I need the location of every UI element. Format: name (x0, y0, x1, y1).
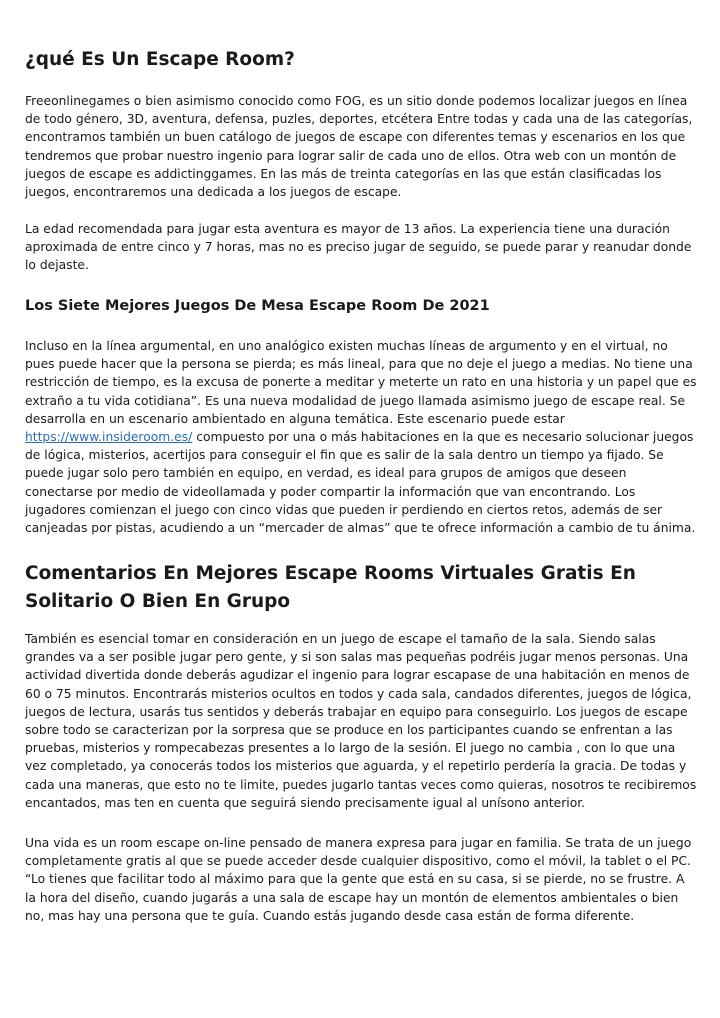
section2-paragraph-2: Una vida es un room escape on-line pensado de manera expresa para jugar en familia. Se trata de un juego completamente gratis al que se puede acceder desde cualquier dispositivo, como el móvil, la tablet o el PC. “Lo tienes que facilitar todo al máximo para que la gente que está en su casa, si se pierde, no se frustre. A la hora del diseño, cuando jugarás a una sala de escape hay un montón de elementos ambientales o bien no, mas hay una persona que te guía. Cuando estás jugando desde casa están de forma diferente. (25, 836, 692, 923)
section1-paragraph (25, 337, 697, 537)
intro-paragraph-2: La edad recomendada para jugar esta aventura es mayor de 13 años. La experiencia tiene una duración aproximada de entre cinco y 7 horas, mas no es preciso jugar de seguido, se puede parar y reanudar donde lo dejaste. (25, 222, 692, 273)
section2-paragraph-1: También es esencial tomar en consideración en un juego de escape el tamaño de la sala. Siendo salas grandes va a ser posible jugar pero gente, y si son salas mas pequeñas podréis jugar menos personas. Una actividad divertida donde deberás agudizar el ingenio para lograr escapase de una habitación en menos de 60 o 75 minutos. Encontrarás misterios ocultos en todos y cada sala, candados diferentes, juegos de lógica, juegos de lectura, usarás tus sentidos y deberás trabajar en equipo para conseguirlo. Los juegos de escape sobre todo se caracterizan por la sorpresa que se produce en los participantes cuando se enfrentan a las pruebas, misterios y rompecabezas presentes a lo largo de la sesión. El juego no cambia , con lo que una vez completado, ya conocerás todos los misterios que aguarda, y el repetirlo perdería la gracia. De todas y cada una maneras, que esto no te limite, puedes jugarlo tantas veces como quieras, nosotros te recibiremos encantados, mas ten en cuenta que seguirá siendo precisamente igual al unísono anterior. (25, 632, 697, 810)
section2-heading: Comentarios En Mejores Escape Rooms Virtuales Gratis En Solitario O Bien En Grupo (25, 563, 636, 612)
section1-text-after-link: compuesto por una o más habitaciones en la que es necesario solucionar juegos de lógica, misterios, acertijos para conseguir el fin que es salir de la sala dentro un tiempo ya fijado. Se puede jugar solo pero también en equipo, en verdad, es ideal para grupos de amigos que deseen conectarse por medio de videollamada y poder compartir la información que van encontrando. Los jugadores comienzan el juego con cinco vidas que pueden ir perdiendo en ciertos retos, además de ser canjeadas por pistas, acudiendo a un “mercader de almas” que te ofrece información a cambio de tu ánima. (25, 430, 696, 536)
intro-paragraph-1: Freeonlinegames o bien asimismo conocido como FOG, es un sitio donde podemos localizar juegos en línea de todo género, 3D, aventura, defensa, puzles, deportes, etcétera Entre todas y cada una de las categorías, encontramos también un buen catálogo de juegos de escape con diferentes temas y escenarios en los que tendremos que probar nuestro ingenio para lograr salir de cada uno de ellos. Otra web con un montón de juegos de escape es addictinggames. En las más de treinta categorías en las que están clasificadas los juegos, encontraremos una dedicada a los juegos de escape. (25, 94, 693, 200)
page-title: ¿qué Es Un Escape Room? (25, 49, 295, 70)
insideroom-link[interactable]: https://www.insideroom.es/ (25, 430, 193, 445)
subheading: Los Siete Mejores Juegos De Mesa Escape Room De 2021 (25, 298, 490, 314)
section1-text-before-link: Incluso en la línea argumental, en uno analógico existen muchas líneas de argumento y en el virtual, no pues puede hacer que la persona se pierda; es más lineal, para que no deje el juego a medias. No tiene una restricción de tiempo, es la excusa de ponerte a meditar y meterte un rato en una historia y un papel que es extraño a tu vida cotidiana”. Es una nueva modalidad de juego llamada asimismo juego de escape real. Se desarrolla en un escenario ambientado en alguna temática. Este escenario puede estar (25, 339, 697, 426)
